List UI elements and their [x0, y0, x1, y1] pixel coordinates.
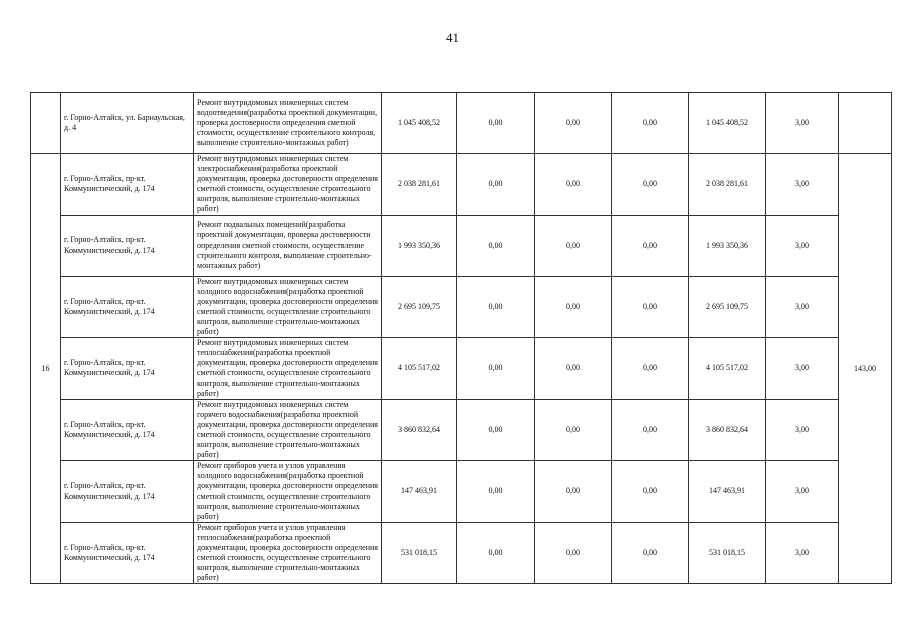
value-cell: 0,00: [535, 93, 612, 154]
address-cell: г. Горно-Алтайск, пр-кт. Коммунистический, д. 174: [61, 154, 194, 216]
amount-cell: 4 105 517,02: [382, 338, 457, 400]
table-row: [31, 276, 892, 338]
value-cell: 0,00: [535, 215, 612, 276]
value-cell: 0,00: [535, 338, 612, 400]
amount-total-cell: 2 038 281,61: [689, 154, 766, 216]
value-cell: 0,00: [612, 522, 689, 584]
amount-total-cell: 3 860 832,64: [689, 399, 766, 461]
page-number: 41: [446, 30, 459, 45]
share-cell: 3,00: [766, 93, 839, 154]
value-cell: 0,00: [535, 399, 612, 461]
value-cell: 0,00: [612, 154, 689, 216]
total-cell: [839, 93, 892, 154]
description-cell: Ремонт внутридомовых инженерных систем холодного водоснабжения(разработка проектной документации, проверка достоверности определения сметной стоимости, осуществление строительного контроля, выполнение строительно-монтажных работ): [194, 276, 382, 338]
value-cell: 0,00: [612, 461, 689, 523]
group-total-cell: 143,00: [839, 154, 892, 584]
amount-cell: 1 045 408,52: [382, 93, 457, 154]
value-cell: 0,00: [457, 154, 535, 216]
value-cell: 0,00: [612, 215, 689, 276]
description-cell: Ремонт подвальных помещений(разработка проектной документации, проверка достоверности определения сметной стоимости, осуществление строительного контроля, выполнение строительно-монтажных работ): [194, 215, 382, 276]
share-cell: 3,00: [766, 522, 839, 584]
value-cell: 0,00: [535, 276, 612, 338]
amount-cell: 147 463,91: [382, 461, 457, 523]
works-table: [30, 92, 892, 584]
group-number-cell: 16: [31, 154, 61, 584]
share-cell: 3,00: [766, 338, 839, 400]
table-row: [31, 154, 892, 216]
address-cell: г. Горно-Алтайск, пр-кт. Коммунистический, д. 174: [61, 338, 194, 400]
address-cell: г. Горно-Алтайск, пр-кт. Коммунистический, д. 174: [61, 215, 194, 276]
share-cell: 3,00: [766, 215, 839, 276]
description-cell: Ремонт внутридомовых инженерных систем теплоснабжения(разработка проектной документации, проверка достоверности определения сметной стоимости, осуществление строительного контроля, выполнение строительно-монтажных работ): [194, 338, 382, 400]
value-cell: 0,00: [457, 93, 535, 154]
amount-total-cell: 531 018,15: [689, 522, 766, 584]
address-cell: г. Горно-Алтайск, пр-кт. Коммунистический, д. 174: [61, 522, 194, 584]
table-row: [31, 215, 892, 276]
value-cell: 0,00: [612, 93, 689, 154]
table-row: [31, 93, 892, 154]
share-cell: 3,00: [766, 461, 839, 523]
amount-total-cell: 2 695 109,75: [689, 276, 766, 338]
description-cell: Ремонт приборов учета и узлов управления теплоснабжения(разработка проектной документации, проверка достоверности определения сметной стоимости, осуществление строительного контроля, выполнение строительно-монтажных работ): [194, 522, 382, 584]
value-cell: 0,00: [457, 461, 535, 523]
amount-total-cell: 4 105 517,02: [689, 338, 766, 400]
amount-cell: 1 993 350,36: [382, 215, 457, 276]
value-cell: 0,00: [612, 276, 689, 338]
value-cell: 0,00: [457, 522, 535, 584]
value-cell: 0,00: [612, 338, 689, 400]
value-cell: 0,00: [535, 522, 612, 584]
value-cell: 0,00: [457, 276, 535, 338]
amount-cell: 2 695 109,75: [382, 276, 457, 338]
row-number-cell: [31, 93, 61, 154]
description-cell: Ремонт внутридомовых инженерных систем электроснабжения(разработка проектной документации, проверка достоверности определения сметной стоимости, осуществление строительного контроля, выполнение строительно-монтажных работ): [194, 154, 382, 216]
value-cell: 0,00: [457, 215, 535, 276]
amount-cell: 2 038 281,61: [382, 154, 457, 216]
value-cell: 0,00: [457, 338, 535, 400]
amount-cell: 3 860 832,64: [382, 399, 457, 461]
description-cell: Ремонт приборов учета и узлов управления холодного водоснабжения(разработка проектной документации, проверка достоверности определения сметной стоимости, осуществление строительного контроля, выполнение строительно-монтажных работ): [194, 461, 382, 523]
share-cell: 3,00: [766, 154, 839, 216]
table-row: [31, 399, 892, 461]
value-cell: 0,00: [535, 461, 612, 523]
description-cell: Ремонт внутридомовых инженерных систем водоотведения(разработка проектной документации, проверка достоверности определения сметной стоимости, осуществление строительного контроля, выполнение строительно-монтажных работ): [194, 93, 382, 154]
share-cell: 3,00: [766, 276, 839, 338]
table-row: [31, 461, 892, 523]
address-cell: г. Горно-Алтайск, пр-кт. Коммунистический, д. 174: [61, 461, 194, 523]
amount-total-cell: 147 463,91: [689, 461, 766, 523]
share-cell: 3,00: [766, 399, 839, 461]
table-row: [31, 522, 892, 584]
amount-total-cell: 1 045 408,52: [689, 93, 766, 154]
address-cell: г. Горно-Алтайск, ул. Барнаульская, д. 4: [61, 93, 194, 154]
description-cell: Ремонт внутридомовых инженерных систем горячего водоснабжения(разработка проектной документации, проверка достоверности определения сметной стоимости, осуществление строительного контроля, выполнение строительно-монтажных работ): [194, 399, 382, 461]
address-cell: г. Горно-Алтайск, пр-кт. Коммунистический, д. 174: [61, 399, 194, 461]
table-row: [31, 338, 892, 400]
amount-cell: 531 018,15: [382, 522, 457, 584]
address-cell: г. Горно-Алтайск, пр-кт. Коммунистический, д. 174: [61, 276, 194, 338]
value-cell: 0,00: [612, 399, 689, 461]
value-cell: 0,00: [457, 399, 535, 461]
amount-total-cell: 1 993 350,36: [689, 215, 766, 276]
value-cell: 0,00: [535, 154, 612, 216]
